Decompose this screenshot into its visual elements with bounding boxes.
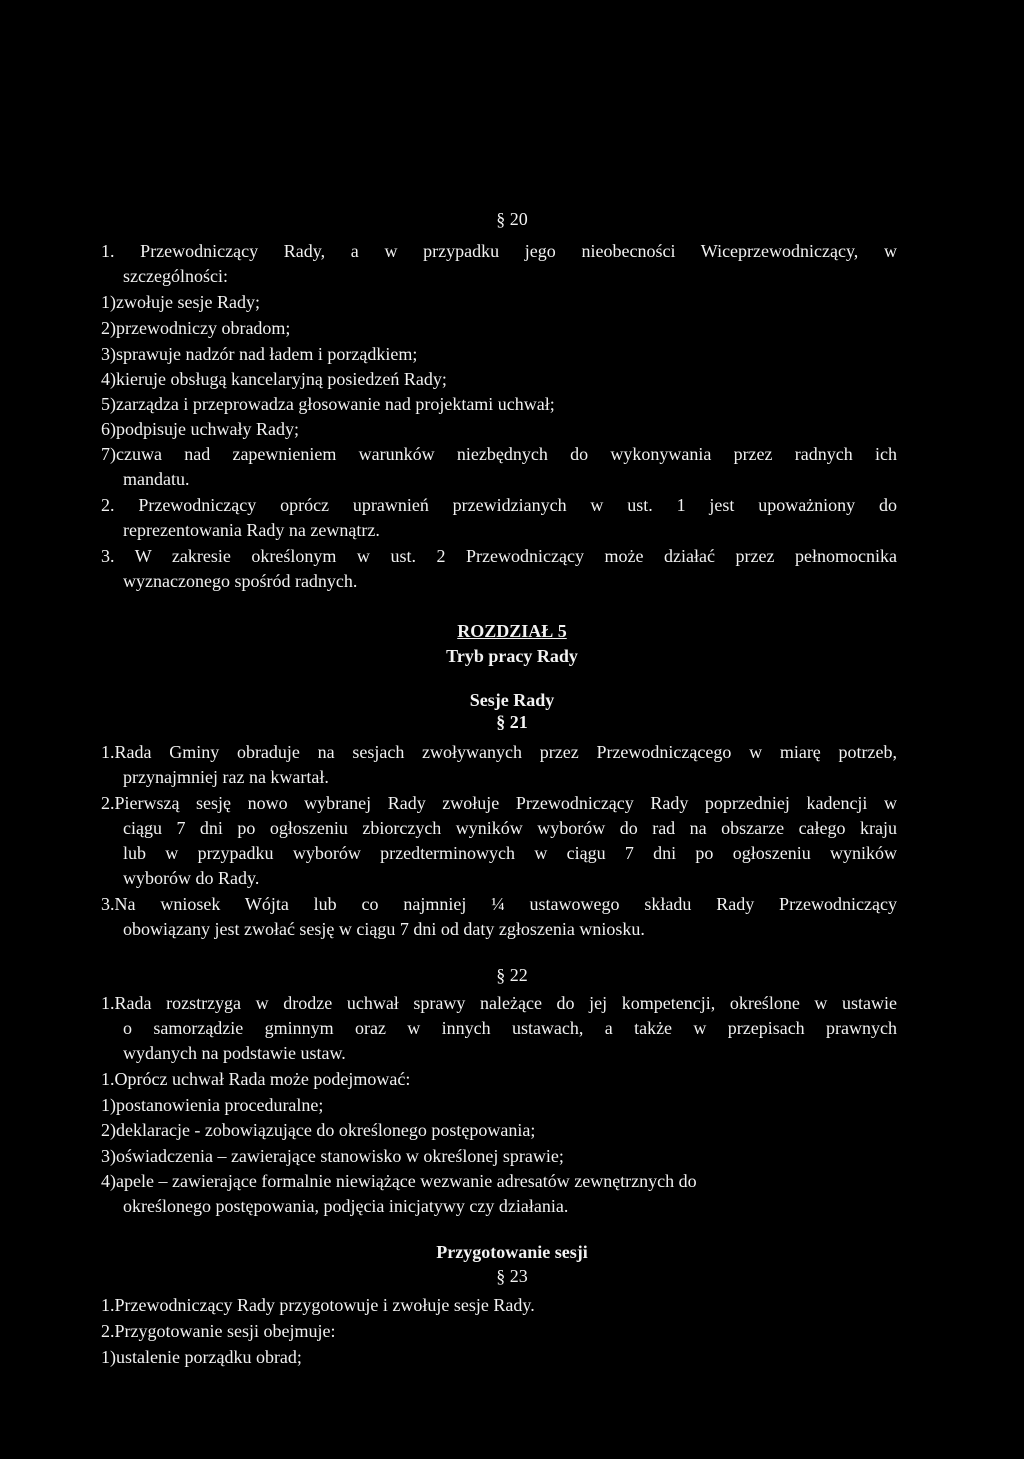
section-21-line-8: obowiązany jest zwołać sesję w ciągu 7 dni od daty zgłoszenia wniosku. <box>123 919 645 939</box>
section-22-line-6: 2)deklaracje - zobowiązujące do określonego postępowania; <box>101 1120 536 1140</box>
section-22-line-2: o samorządzie gminnym oraz w innych ustawach, a także w przepisach prawnych <box>123 1018 897 1038</box>
section-20-item-3: 3)sprawuje nadzór nad ładem i porządkiem; <box>101 344 418 364</box>
section-21-subheading: Sesje Rady <box>469 690 555 710</box>
section-23-heading: § 23 <box>496 1266 528 1286</box>
section-20-item-5: 5)zarządza i przeprowadza głosowanie nad projektami uchwał; <box>101 394 555 414</box>
section-20-p3-line2: wyznaczonego spośród radnych. <box>123 571 358 591</box>
section-20-item-1: 1)zwołuje sesje Rady; <box>101 292 260 312</box>
section-20-item-6: 6)podpisuje uchwały Rady; <box>101 419 299 439</box>
section-21-line-6: wyborów do Rady. <box>123 868 260 888</box>
section-21-line-3: 2.Pierwszą sesję nowo wybranej Rady zwołuje Przewodniczący Rady poprzedniej kadencji w <box>101 793 897 813</box>
section-20-item-4: 4)kieruje obsługą kancelaryjną posiedzeń Rady; <box>101 369 447 389</box>
section-22-line-1: 1.Rada rozstrzyga w drodze uchwał sprawy należące do jej kompetencji, określone w ustawie <box>101 993 897 1013</box>
section-21-line-4: ciągu 7 dni po ogłoszeniu zbiorczych wyników wyborów do rad na obszarze całego kraju <box>123 818 897 838</box>
section-22-line-7: 3)oświadczenia – zawierające stanowisko w określonej sprawie; <box>101 1146 564 1166</box>
section-22-heading: § 22 <box>496 965 528 985</box>
section-21-line-7: 3.Na wniosek Wójta lub co najmniej ¼ ustawowego składu Rady Przewodniczący <box>101 894 897 914</box>
section-20-p2-line1: 2. Przewodniczący oprócz uprawnień przewidzianych w ust. 1 jest upoważniony do <box>101 495 897 515</box>
section-23-line-3: 1)ustalenie porządku obrad; <box>101 1347 302 1367</box>
section-20-item-7: 7)czuwa nad zapewnieniem warunków niezbędnych do wykonywania przez radnych ich <box>101 444 897 464</box>
section-23-subheading: Przygotowanie sesji <box>436 1242 588 1262</box>
section-21-line-1: 1.Rada Gminy obraduje na sesjach zwoływanych przez Przewodniczącego w miarę potrzeb, <box>101 742 897 762</box>
section-22-line-9: określonego postępowania, podjęcia inicjatywy czy działania. <box>123 1196 569 1216</box>
section-20-item-7-cont: mandatu. <box>123 469 190 489</box>
section-23-line-2: 2.Przygotowanie sesji obejmuje: <box>101 1321 336 1341</box>
section-20-p3-line1: 3. W zakresie określonym w ust. 2 Przewodniczący może działać przez pełnomocnika <box>101 546 897 566</box>
chapter-subtitle: Tryb pracy Rady <box>446 646 578 666</box>
section-22-line-8: 4)apele – zawierające formalnie niewiążące wezwanie adresatów zewnętrznych do <box>101 1171 697 1191</box>
section-23-line-1: 1.Przewodniczący Rady przygotowuje i zwołuje sesje Rady. <box>101 1295 535 1315</box>
section-22-line-5: 1)postanowienia proceduralne; <box>101 1095 324 1115</box>
section-20-p2-line2: reprezentowania Rady na zewnątrz. <box>123 520 380 540</box>
section-20-p1-line2: szczególności: <box>123 266 228 286</box>
section-21-heading: § 21 <box>496 712 528 732</box>
section-21-line-5: lub w przypadku wyborów przedterminowych w ciągu 7 dni po ogłoszeniu wyników <box>123 843 897 863</box>
section-21-line-2: przynajmniej raz na kwartał. <box>123 767 329 787</box>
section-20-heading: § 20 <box>496 209 528 229</box>
section-22-line-4: 1.Oprócz uchwał Rada może podejmować: <box>101 1069 411 1089</box>
section-22-line-3: wydanych na podstawie ustaw. <box>123 1043 346 1063</box>
section-20-item-2: 2)przewodniczy obradom; <box>101 318 291 338</box>
section-20-p1-line1: 1. Przewodniczący Rady, a w przypadku jego nieobecności Wiceprzewodniczący, w <box>101 241 897 261</box>
chapter-title: ROZDZIAŁ 5 <box>457 621 567 641</box>
